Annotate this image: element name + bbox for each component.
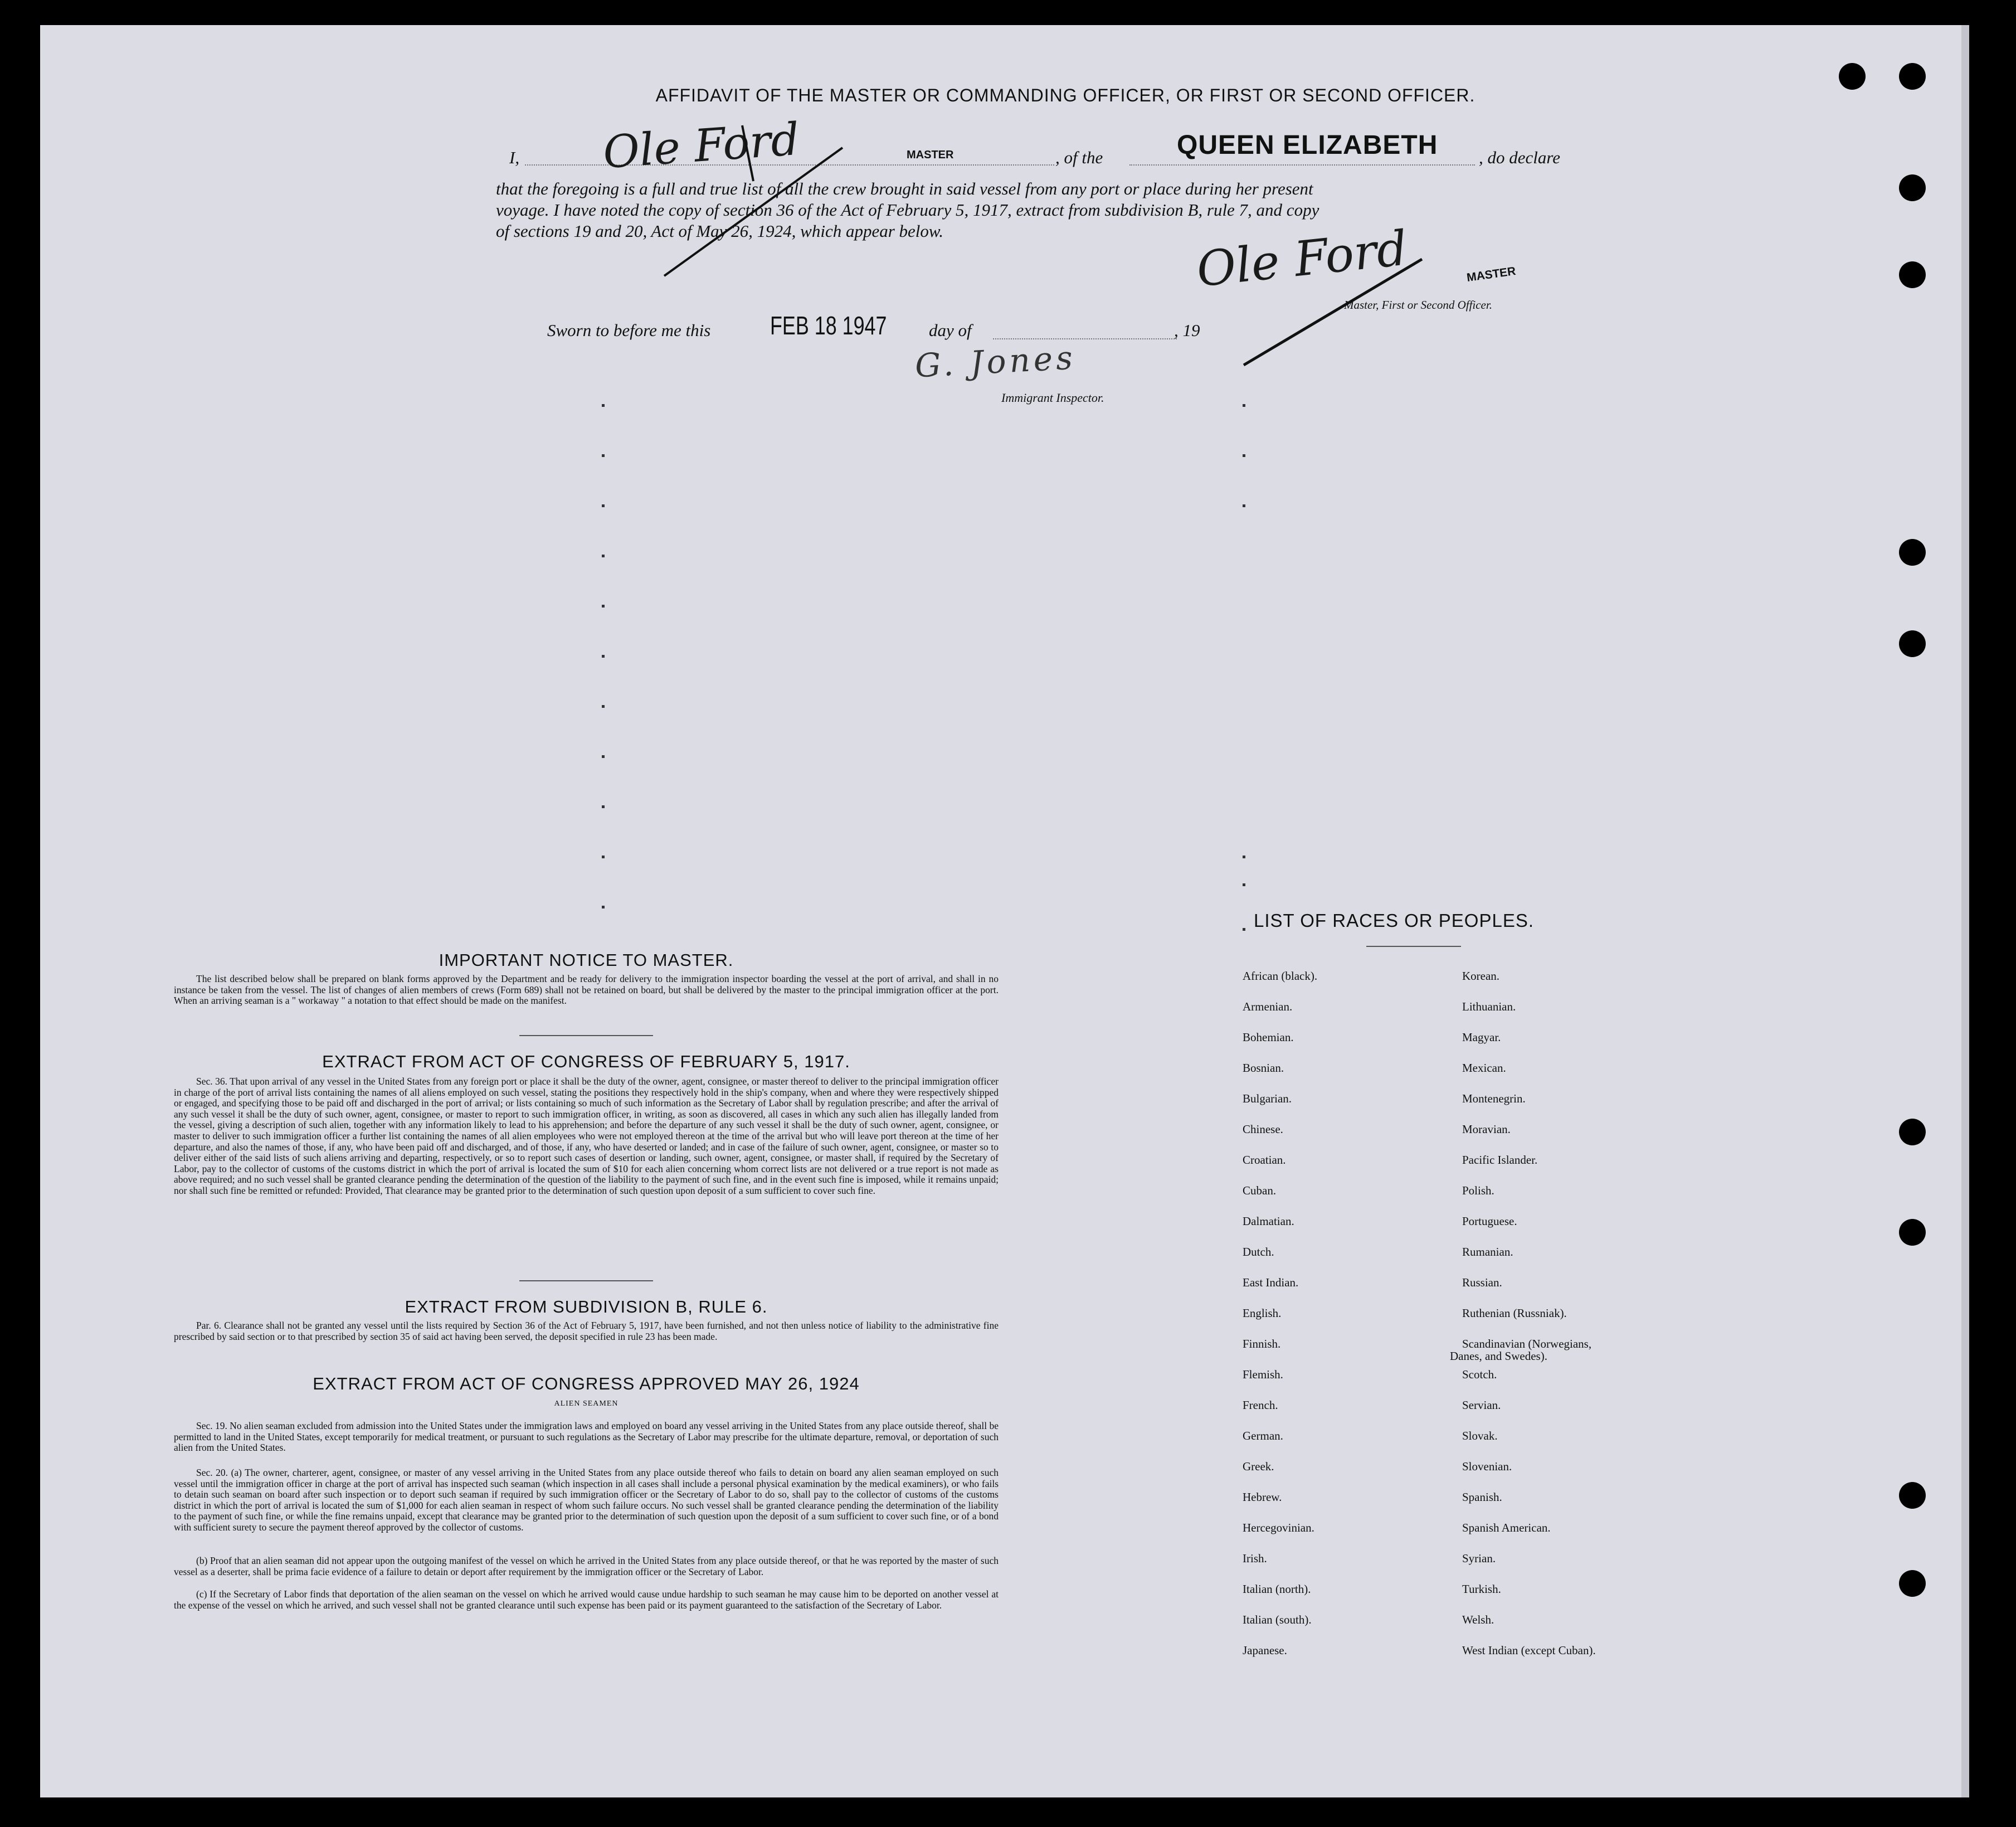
race-item: Syrian. <box>1462 1552 1496 1565</box>
race-item: Greek. <box>1243 1460 1274 1473</box>
grid-dot <box>602 755 605 758</box>
punch-hole <box>1899 539 1926 566</box>
of-the-label: , of the <box>1055 148 1103 167</box>
race-item: Portuguese. <box>1462 1214 1517 1228</box>
declarant-label: I, <box>509 148 520 167</box>
race-item: Russian. <box>1462 1276 1502 1289</box>
race-item: Croatian. <box>1243 1153 1286 1167</box>
grid-dot <box>1243 404 1245 407</box>
sworn-date-stamp: FEB 18 1947 <box>770 311 887 340</box>
master-stamp: MASTER <box>907 149 954 161</box>
declaration-line-3: of sections 19 and 20, Act of May 26, 1924, which appear below. <box>496 221 944 241</box>
master-signature: Ole Ford <box>601 113 801 179</box>
document-page <box>40 25 1969 1797</box>
year-label: , 19 <box>1174 320 1200 340</box>
inspector-signature: G. Jones <box>914 338 1077 385</box>
race-item: Turkish. <box>1462 1582 1501 1596</box>
race-item: Slovenian. <box>1462 1460 1512 1473</box>
race-item: Bulgarian. <box>1243 1092 1292 1105</box>
inspector-title: Immigrant Inspector. <box>1001 391 1104 405</box>
sec19-body: Sec. 19. No alien seaman excluded from admission into the United States under the immigration laws and employed on board any vessel arriving in the United States from any place outside thereof, shall be permitted to land in the United States, except temporarily for medical treatment, or pursuant to such regulations as the Secretary of Labor may prescribe for the ultimate departure, removal, or deportation of such alien from the United States. <box>174 1420 999 1454</box>
race-item: Armenian. <box>1243 1000 1293 1013</box>
race-item: Polish. <box>1462 1184 1494 1197</box>
grid-dot <box>602 655 605 658</box>
race-item: East Indian. <box>1243 1276 1299 1289</box>
race-item: Irish. <box>1243 1552 1267 1565</box>
race-item: French. <box>1243 1398 1278 1412</box>
grid-dot <box>602 906 605 908</box>
sec20a-body: Sec. 20. (a) The owner, charterer, agent, consignee, or master of any vessel arriving in the United States from any place outside thereof who fails to detain on board any alien seaman employed on such vessel until the immigration officer in charge at the port of arrival has inspected such seaman (which inspection in all cases shall include a personal physical examination by the medical examiners), or who fails to detain such seaman on board after such inspection or to deport such seaman if required by such immigration officer or the Secretary of Labor to do so, shall pay to the collector of customs of the customs district in which the port of arrival is located the sum of $1,000 for each alien seaman in respect of whom such failure occurs. No such vessel shall be granted clearance pending the determination of the liability to the payment of such fine, or while the fine remains unpaid, except that clearance may be granted prior to the determination of such question upon the deposit of a sum sufficient to cover such fine, or of a bond with sufficient surety to secure the payment thereof approved by the collector of customs. <box>174 1467 999 1533</box>
grid-dot <box>602 404 605 407</box>
grid-dot <box>602 705 605 708</box>
race-item: Magyar. <box>1462 1031 1501 1044</box>
race-item: Mexican. <box>1462 1061 1506 1075</box>
race-item: Servian. <box>1462 1398 1501 1412</box>
race-item: Korean. <box>1462 969 1500 983</box>
notice-body: The list described below shall be prepared on blank forms approved by the Department and be ready for delivery to the immigration inspector boarding the vessel at the port of arrival, and shall in no instance be taken from the vessel. The list of changes of alien members of crews (Form 689) shall not be retained on board, but shall be delivered by the master to the principal immigration officer at the port. When an arriving seaman is a " workaway " a notation to that effect should be made on the manifest. <box>174 973 999 1007</box>
divider <box>1366 946 1461 947</box>
punch-hole <box>1839 63 1866 90</box>
punch-hole <box>1899 1119 1926 1145</box>
race-item: Welsh. <box>1462 1613 1494 1626</box>
ship-name: QUEEN ELIZABETH <box>1177 130 1438 160</box>
divider <box>519 1035 653 1036</box>
races-title: LIST OF RACES OR PEOPLES. <box>1254 910 1535 931</box>
race-item: Japanese. <box>1243 1644 1287 1657</box>
punch-hole <box>1899 1482 1926 1509</box>
rule6-title: EXTRACT FROM SUBDIVISION B, RULE 6. <box>405 1297 768 1316</box>
race-item: Hercegovinian. <box>1243 1521 1314 1534</box>
sworn-label: Sworn to before me this <box>547 320 711 340</box>
race-item: Italian (north). <box>1243 1582 1311 1596</box>
race-item: Lithuanian. <box>1462 1000 1516 1013</box>
race-item: English. <box>1243 1306 1282 1320</box>
race-item: Moravian. <box>1462 1123 1511 1136</box>
grid-dot <box>602 805 605 808</box>
race-item: Ruthenian (Russniak). <box>1462 1306 1567 1320</box>
punch-hole <box>1899 1219 1926 1246</box>
notice-title: IMPORTANT NOTICE TO MASTER. <box>439 950 734 970</box>
race-item: Bohemian. <box>1243 1031 1294 1044</box>
extract-1917-title: EXTRACT FROM ACT OF CONGRESS OF FEBRUARY 5, 1917. <box>322 1052 850 1071</box>
punch-hole <box>1899 1570 1926 1597</box>
race-item: Scotch. <box>1462 1368 1497 1381</box>
extract-1924-title: EXTRACT FROM ACT OF CONGRESS APPROVED MAY 26, 1924 <box>313 1374 860 1393</box>
grid-dot <box>602 856 605 858</box>
race-item: Dutch. <box>1243 1245 1274 1259</box>
race-item: Spanish. <box>1462 1490 1502 1504</box>
race-item: African (black). <box>1243 969 1318 983</box>
grid-dot <box>602 454 605 457</box>
race-item: Finnish. <box>1243 1337 1281 1350</box>
affidavit-title: AFFIDAVIT OF THE MASTER OR COMMANDING OFFICER, OR FIRST OR SECOND OFFICER. <box>655 85 1476 105</box>
punch-hole <box>1899 261 1926 288</box>
race-item: Cuban. <box>1243 1184 1277 1197</box>
grid-dot <box>1243 504 1245 507</box>
sec20b-body: (b) Proof that an alien seaman did not appear upon the outgoing manifest of the vessel on which he arrived in the United States from any place outside thereof, or that he was reported by the master of such vessel as a deserter, shall be prima facie evidence of a failure to detain or deport after requirement by the immigration officer or the Secretary of Labor. <box>174 1555 999 1577</box>
alien-seamen-subtitle: ALIEN SEAMEN <box>554 1400 619 1408</box>
race-item: Pacific Islander. <box>1462 1153 1538 1167</box>
punch-hole <box>1899 174 1926 201</box>
race-item-continuation: Danes, and Swedes). <box>1450 1349 1547 1363</box>
declaration-line-2: voyage. I have noted the copy of section 36 of the Act of February 5, 1917, extract from subdivision B, rule 7, and copy <box>496 200 1319 220</box>
officer-signature: Ole Ford <box>1194 220 1410 298</box>
race-item: Bosnian. <box>1243 1061 1284 1075</box>
officer-stamp: MASTER <box>1465 264 1517 285</box>
signature-stroke <box>642 114 854 281</box>
punch-hole <box>1899 63 1926 90</box>
grid-dot <box>1243 856 1245 858</box>
race-item: Hebrew. <box>1243 1490 1282 1504</box>
grid-dot <box>602 555 605 557</box>
race-item: Italian (south). <box>1243 1613 1312 1626</box>
race-item: Flemish. <box>1243 1368 1283 1381</box>
race-item: Slovak. <box>1462 1429 1498 1442</box>
race-item: West Indian (except Cuban). <box>1462 1644 1596 1657</box>
race-item: German. <box>1243 1429 1283 1442</box>
day-of-label: day of <box>929 320 972 340</box>
grid-dot <box>602 605 605 608</box>
month-line <box>993 338 1177 339</box>
grid-dot <box>1243 928 1245 931</box>
race-item: Chinese. <box>1243 1123 1283 1136</box>
grid-dot <box>602 504 605 507</box>
officer-title: Master, First or Second Officer. <box>1344 298 1492 312</box>
race-item: Spanish American. <box>1462 1521 1551 1534</box>
do-declare-label: , do declare <box>1479 148 1561 167</box>
extract-1917-body: Sec. 36. That upon arrival of any vessel in the United States from any foreign port or place it shall be the duty of the owner, agent, consignee, or master thereof to deliver to the principal immigration officer in charge of the port of arrival lists containing the names of all aliens employed on such vessel, stating the positions they respectively hold in the ship's company, when and where they were respectively shipped or engaged, and specifying those to be paid off and discharged in the port of arrival; or lists containing so much of such information as the Secretary of Labor shall by regulation prescribe; and after the arrival of any such vessel it shall be the duty of such owner, agent, consignee, or master to report to such immigration officer, in writing, as soon as discovered, all cases in which any such alien has illegally landed from the vessel, giving a description of such alien, together with any information likely to lead to his apprehension; and before the departure of any such vessel it shall be the duty of such owner, agent, consignee, or master to deliver to such immigration officer a further list containing the names of all alien employees who were not employed thereon at the time of the arrival but who will leave port thereon at the time of her departure, and also the names of those, if any, who have been paid off and discharged, and of those, if any, who have deserted or landed; and in case of the failure of such owner, agent, consignee, or master so to deliver either of the said lists of such aliens arriving and departing, respectively, or so to report such cases of desertion or landing, such owner, agent, consignee, or master shall, if required by the Secretary of Labor, pay to the collector of customs of the customs district in which the port of arrival is located the sum of $10 for each alien concerning whom correct lists are not delivered or a true report is not made as above required; and no such vessel shall be granted clearance pending the determination of the question of the liability to the payment of such fine, and in the event such fine is imposed, while it remains unpaid; nor shall such fine be remitted or refunded: Provided, That clearance may be granted prior to the determination of such question upon deposit of a sum sufficient to cover such fine. <box>174 1076 999 1196</box>
punch-hole <box>1899 630 1926 657</box>
rule6-body: Par. 6. Clearance shall not be granted any vessel until the lists required by Section 36 of the Act of February 5, 1917, have been furnished, and not then unless notice of liability to the administrative fine prescribed by said section or to that prescribed by section 35 of said act having been served, the deposit specified in rule 23 has been made. <box>174 1320 999 1342</box>
vessel-line <box>1129 164 1475 166</box>
grid-dot <box>1243 883 1245 886</box>
declaration-line-1: that the foregoing is a full and true list of all the crew brought in said vessel from any port or place during her present <box>496 179 1313 198</box>
race-item: Montenegrin. <box>1462 1092 1526 1105</box>
race-item: Scandinavian (Norwegians, <box>1462 1337 1592 1350</box>
race-item: Rumanian. <box>1462 1245 1513 1259</box>
scan-edge <box>1961 25 1969 1797</box>
divider <box>519 1280 653 1281</box>
race-item: Dalmatian. <box>1243 1214 1294 1228</box>
grid-dot <box>1243 454 1245 457</box>
sec20c-body: (c) If the Secretary of Labor finds that deportation of the alien seaman on the vessel on which he arrived would cause undue hardship to such seaman he may cause him to be deported on another vessel at the expense of the vessel on which he arrived, and such vessel shall not be granted clearance until such expense has been paid or its payment guaranteed to the satisfaction of the Secretary of Labor. <box>174 1588 999 1611</box>
